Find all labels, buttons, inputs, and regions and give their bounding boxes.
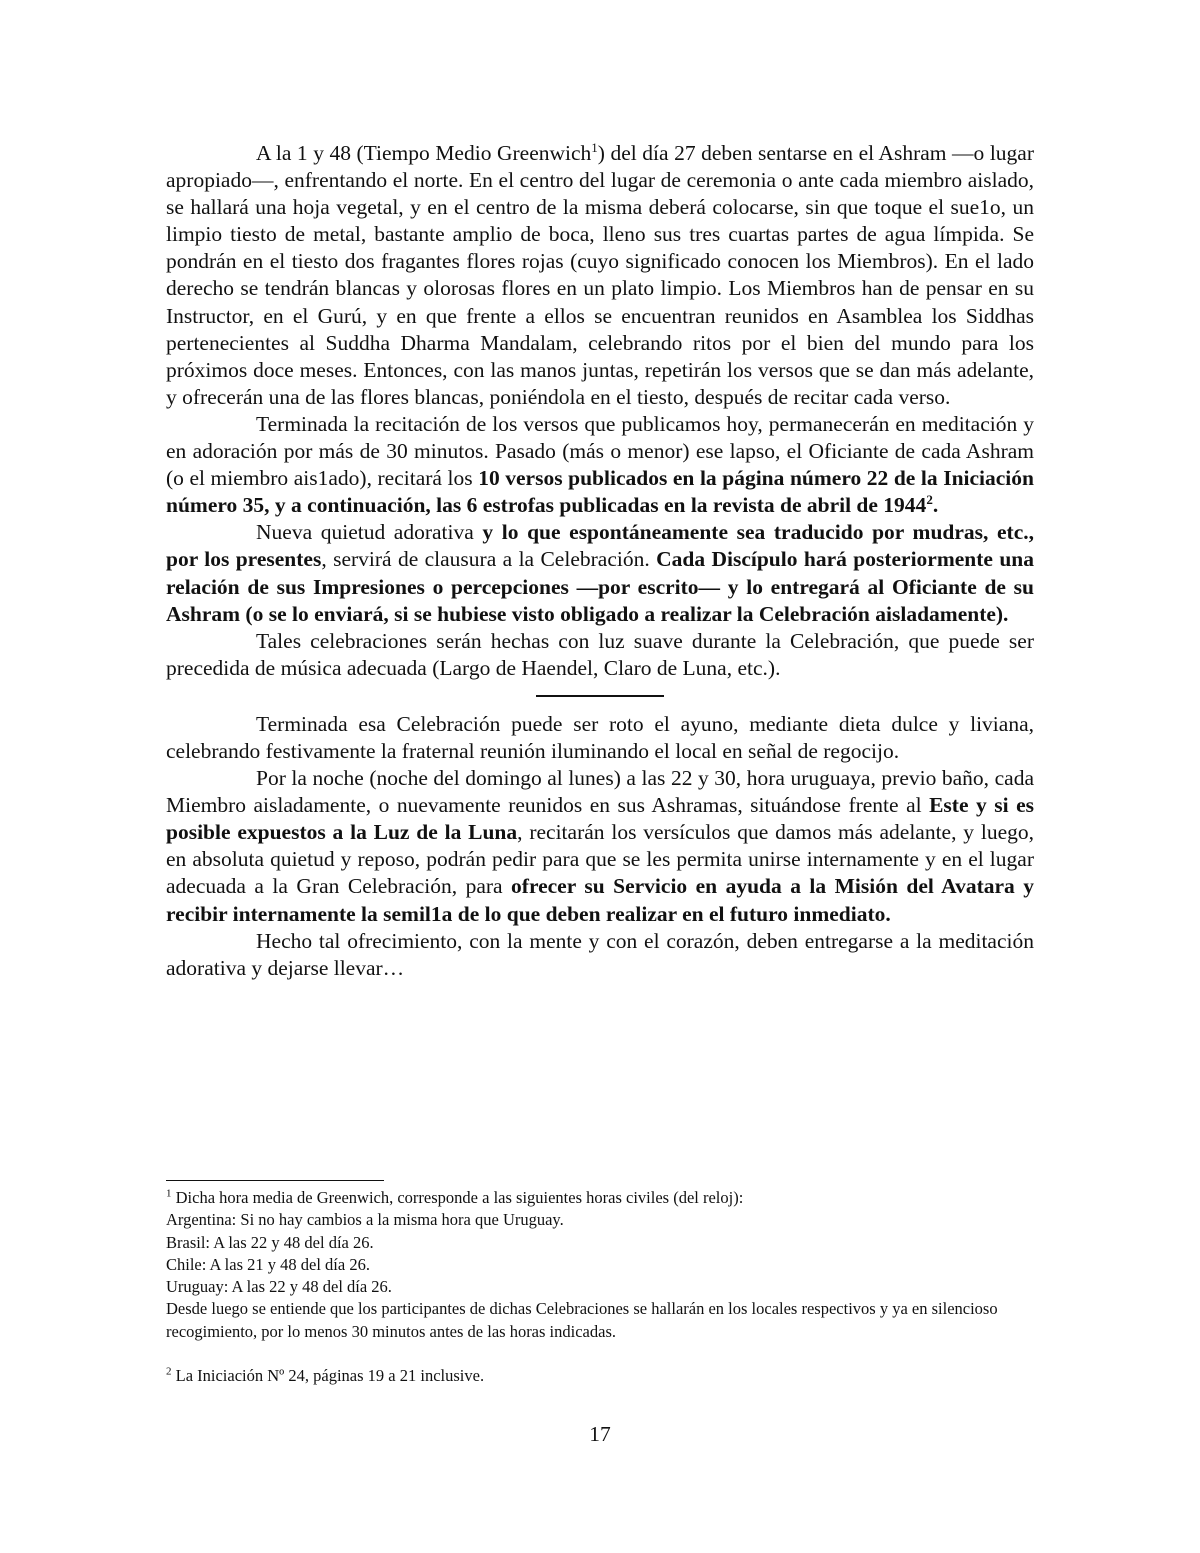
footnote-marker: 2 <box>166 1365 172 1378</box>
section-separator <box>536 695 664 697</box>
footnote-marker: 1 <box>166 1187 172 1200</box>
paragraph-text: Por la noche (noche del domingo al lunes) a las 22 y 30, hora uruguaya, previo baño, cada Miembro aisladamente, o nuevamente reunidos en sus Ashramas, situándose frente al <box>166 766 1034 818</box>
paragraph-text: Hecho tal ofrecimiento, con la mente y con el corazón, deben entregarse a la meditación adorativa y dejarse llevar… <box>166 928 1034 980</box>
footnote-1-line: Uruguay: A las 22 y 48 del día 26. <box>166 1277 392 1297</box>
paragraph-3 <box>166 519 1034 627</box>
footnote-text: Dicha hora media de Greenwich, corresponde a las siguientes horas civiles (del reloj): <box>171 1188 744 1207</box>
paragraph-4 <box>166 628 1034 682</box>
footnote-1-line: Argentina: Si no hay cambios a la misma hora que Uruguay. <box>166 1210 564 1230</box>
bold-text: 10 versos publicados en la página número 22 de la Iniciación número 35, y a continuación, las 6 estrofas publicadas en la revista de abril de 1944 <box>166 466 1034 518</box>
paragraph-text: A la 1 y 48 (Tiempo Medio Greenwich <box>256 141 592 165</box>
bold-text: . <box>932 493 939 518</box>
paragraph-text: Tales celebraciones serán hechas con luz suave durante la Celebración, que puede ser precedida de música adecuada (Largo de Haendel, Claro de Luna, etc.). <box>166 628 1034 680</box>
paragraph-text: , recitarán los versículos que damos más adelante, y luego, en absoluta quietud y reposo, podrán pedir para que se les permita unirse internamente y en el lugar adecuada a la Gran Celebración, para <box>166 820 1034 899</box>
paragraph-text: Nueva quietud adorativa <box>256 520 483 545</box>
bold-text: y lo que espontáneamente sea traducido por mudras, etc., por los presentes <box>166 520 1034 572</box>
paragraph-2 <box>166 411 1034 519</box>
paragraph-text: Terminada esa Celebración puede ser roto el ayuno, mediante dieta dulce y liviana, celebrando festivamente la fraternal reunión iluminando el local en señal de regocijo. <box>166 711 1034 763</box>
paragraph-text: Terminada la recitación de los versos que publicamos hoy, permanecerán en meditación y en adoración por más de 30 minutos. Pasado (más o menor) ese lapso, el Oficiante de cada Ashram (o el miembro ais1ado), recitará los <box>166 411 1034 491</box>
footnote-ref-1: 1 <box>591 139 598 155</box>
footnotes <box>166 1187 1034 1387</box>
footnote-text: La Iniciación Nº 24, páginas 19 a 21 inclusive. <box>171 1366 485 1386</box>
bold-text: Cada Discípulo hará posteriormente una relación de sus Impresiones o percepciones —por escrito— y lo entregará al Oficiante de su Ashram (o se lo enviará, si se hubiese visto obligado a realizar la Celebración aisladamente). <box>166 547 1034 626</box>
paragraph-1 <box>166 140 1034 411</box>
bold-text: Este y si es posible expuestos a la Luz de la Luna <box>166 793 1034 845</box>
footnote-rule <box>166 1180 384 1181</box>
footnote-1-line: Chile: A las 21 y 48 del día 26. <box>166 1254 370 1274</box>
footnote-2 <box>166 1365 1034 1387</box>
paragraph-text: , servirá de clausura a la Celebración. <box>321 547 657 572</box>
page-number: 17 <box>589 1422 611 1446</box>
main-text <box>166 140 1034 982</box>
paragraph-7 <box>166 928 1034 982</box>
footnote-1-line <box>166 1187 1034 1209</box>
footnote-1-line: Brasil: A las 22 y 48 del día 26. <box>166 1232 374 1252</box>
footnote-ref-2: 2 <box>926 492 933 508</box>
bold-text: ofrecer su Servicio en ayuda a la Misión del Avatara y recibir internamente la semil1a de lo que deben realizar en el futuro inmediato. <box>166 874 1034 926</box>
paragraph-5 <box>166 711 1034 765</box>
paragraph-6 <box>166 765 1034 928</box>
footnote-1-line: Desde luego se entiende que los participantes de dichas Celebraciones se hallarán en los locales respectivos y ya en silencioso recogimiento, por lo menos 30 minutos antes de las horas indicadas. <box>166 1299 998 1341</box>
paragraph-text: ) del día 27 deben sentarse en el Ashram —o lugar apropiado—, enfrentando el norte. En el centro del lugar de ceremonia o ante cada miembro aislado, se hallará una hoja vegetal, y en el centro de la misma deberá colocarse, sin que toque el sue1o, un limpio tiesto de metal, bastante amplio de boca, lleno sus tres cuartas partes de agua límpida. Se pondrán en el tiesto dos fragantes flores rojas (cuyo significado conocen los Miembros). En el lado derecho se tendrán blancas y olorosas flores en un plato limpio. Los Miembros han de pensar en su Instructor, en el Gurú, y en que frente a ellos se encuentran reunidos en Asamblea los Siddhas pertenecientes al Suddha Dharma Mandalam, celebrando ritos por el bien del mundo para los próximos doce meses. Entonces, con las manos juntas, repetirán los versos que se dan más adelante, y ofrecerán una de las flores blancas, poniéndola en el tiesto, después de recitar cada verso. <box>166 141 1034 409</box>
